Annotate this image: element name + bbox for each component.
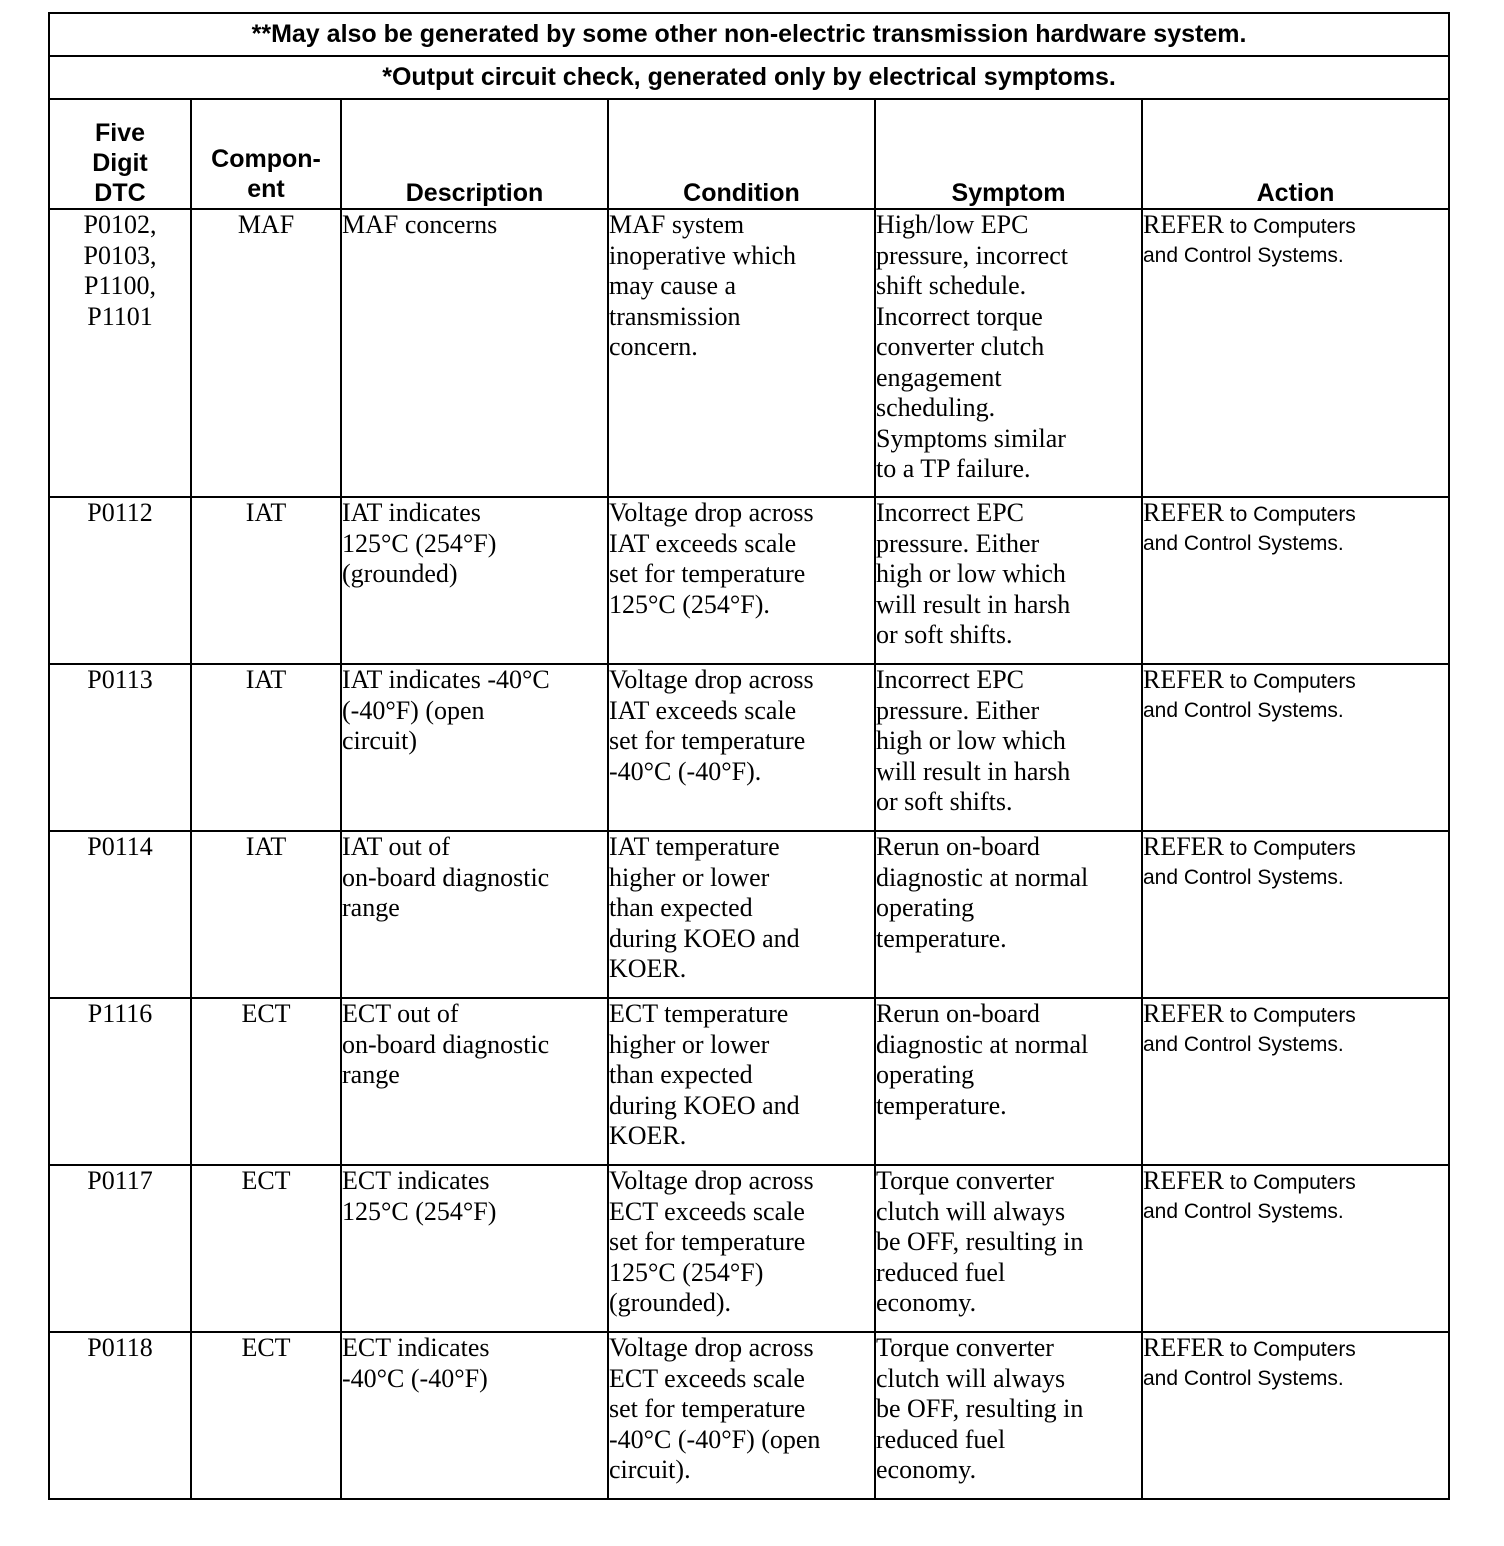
action-cell [1142, 1332, 1449, 1499]
symptom-cell-line: converter clutch [876, 332, 1045, 361]
action-target-line2: and Control Systems. [1143, 1367, 1344, 1390]
action-line [1143, 999, 1448, 1030]
action-target: to Computers [1223, 1338, 1356, 1361]
condition-cell-line: 125°C (254°F) [609, 1257, 764, 1287]
condition-cell-line: set for temperature [609, 559, 806, 588]
dtc-cell [49, 831, 191, 998]
description-cell-line: IAT indicates [342, 498, 481, 527]
condition-cell-line: ECT exceeds scale [609, 1196, 805, 1226]
symptom-cell-line: economy. [876, 1288, 977, 1317]
condition-cell-line: Voltage drop across [609, 1166, 814, 1195]
description-cell-line: 125°C (254°F) [342, 1196, 497, 1226]
action-target: to Computers [1223, 837, 1356, 860]
condition-cell [608, 831, 875, 998]
symptom-cell-line: reduced fuel [876, 1424, 1006, 1454]
symptom-cell-line: operating [876, 1060, 975, 1089]
symptom-cell-line: Incorrect EPC [876, 498, 1025, 527]
action-line [1143, 498, 1448, 529]
note-row-output [49, 56, 1449, 99]
action-cell [1142, 998, 1449, 1165]
description-cell-line: range [342, 893, 400, 922]
dtc-table-body [49, 209, 1449, 1499]
symptom-cell-line: Rerun on-board [876, 999, 1040, 1028]
action-refer: REFER [1143, 665, 1224, 694]
description-cell [341, 1165, 608, 1332]
dtc-cell [49, 497, 191, 664]
header-condition: Condition [608, 99, 875, 209]
component-cell-line: MAF [237, 210, 295, 239]
description-cell-line: ECT indicates [342, 1166, 490, 1195]
symptom-cell-line: clutch will always [876, 1363, 1066, 1393]
table-row [49, 831, 1449, 998]
dtc-cell [49, 998, 191, 1165]
action-target-line2: and Control Systems. [1143, 699, 1344, 722]
symptom-cell-line: High/low EPC [876, 210, 1029, 239]
symptom-cell [875, 1165, 1142, 1332]
symptom-cell [875, 831, 1142, 998]
dtc-table [48, 12, 1450, 1500]
condition-cell [608, 664, 875, 831]
condition-cell-line: concern. [609, 332, 698, 361]
dtc-cell-line: P1116 [87, 999, 153, 1028]
symptom-cell-line: pressure. Either [876, 528, 1040, 558]
symptom-cell-line: to a TP failure. [876, 454, 1031, 483]
condition-cell-line: ECT exceeds scale [609, 1363, 805, 1393]
condition-cell-line: IAT temperature [609, 832, 780, 861]
condition-cell-line: Voltage drop across [609, 498, 814, 527]
dtc-cell-line: P0114 [87, 832, 153, 861]
condition-cell [608, 209, 875, 497]
header-dtc-line: Digit [92, 149, 148, 177]
dtc-cell [49, 664, 191, 831]
condition-cell-line: -40°C (-40°F) (open [609, 1424, 821, 1454]
symptom-cell-line: high or low which [876, 726, 1066, 755]
header-dtc-line: Five [94, 119, 146, 147]
action-cell [1142, 831, 1449, 998]
description-cell [341, 664, 608, 831]
condition-cell-line: transmission [609, 301, 741, 331]
symptom-cell-line: economy. [876, 1455, 977, 1484]
dtc-cell-line: P0103, [83, 240, 157, 270]
header-dtc-line: DTC [94, 179, 146, 207]
dtc-cell-line: P0102, [83, 210, 157, 239]
component-cell [191, 1165, 341, 1332]
condition-cell-line: inoperative which [609, 240, 796, 270]
condition-cell-line: higher or lower [609, 862, 770, 892]
action-target-line2: and Control Systems. [1143, 532, 1344, 555]
action-refer: REFER [1143, 210, 1224, 239]
condition-cell [608, 1332, 875, 1499]
symptom-cell [875, 209, 1142, 497]
action-cell [1142, 209, 1449, 497]
condition-cell-line: Voltage drop across [609, 665, 814, 694]
symptom-cell-line: will result in harsh [876, 756, 1071, 786]
condition-cell-line: IAT exceeds scale [609, 528, 797, 558]
symptom-cell-line: pressure, incorrect [876, 240, 1069, 270]
symptom-cell-line: will result in harsh [876, 589, 1071, 619]
symptom-cell-line: high or low which [876, 559, 1066, 588]
description-cell-line: -40°C (-40°F) [342, 1363, 488, 1393]
condition-cell-line: set for temperature [609, 726, 806, 755]
action-target: to Computers [1223, 215, 1356, 238]
symptom-cell [875, 497, 1142, 664]
dtc-cell-line: P0112 [87, 498, 153, 527]
header-row [49, 99, 1449, 209]
dtc-cell [49, 209, 191, 497]
action-refer: REFER [1143, 832, 1224, 861]
symptom-cell-line: temperature. [876, 923, 1007, 953]
symptom-cell-line: clutch will always [876, 1196, 1066, 1226]
symptom-cell-line: pressure. Either [876, 695, 1040, 725]
description-cell-line: 125°C (254°F) [342, 528, 497, 558]
table-row [49, 664, 1449, 831]
table-row [49, 209, 1449, 497]
component-cell [191, 497, 341, 664]
component-cell-line: IAT [245, 665, 287, 694]
table-row [49, 497, 1449, 664]
symptom-cell-line: Incorrect EPC [876, 665, 1025, 694]
condition-cell-line: circuit). [609, 1455, 691, 1484]
action-refer: REFER [1143, 999, 1224, 1028]
symptom-cell-line: Symptoms similar [876, 423, 1066, 453]
symptom-cell [875, 998, 1142, 1165]
header-component-line: ent [247, 175, 285, 203]
symptom-cell-line: be OFF, resulting in [876, 1227, 1084, 1256]
condition-cell-line: -40°C (-40°F). [609, 756, 762, 786]
symptom-cell-line: Incorrect torque [876, 301, 1043, 331]
condition-cell [608, 497, 875, 664]
symptom-cell [875, 664, 1142, 831]
condition-cell-line: than expected [609, 1060, 753, 1089]
header-component [191, 99, 341, 209]
description-cell [341, 497, 608, 664]
description-cell-line: ECT out of [342, 999, 459, 1028]
condition-cell-line: may cause a [609, 271, 737, 300]
component-cell-line: ECT [241, 1333, 291, 1362]
symptom-cell-line: diagnostic at normal [876, 862, 1089, 892]
component-cell-line: ECT [241, 999, 291, 1028]
condition-cell-line: during KOEO and [609, 1090, 800, 1120]
symptom-cell-line: or soft shifts. [876, 787, 1013, 816]
action-target-line2: and Control Systems. [1143, 1033, 1344, 1056]
header-dtc [49, 99, 191, 209]
symptom-cell-line: scheduling. [876, 393, 996, 422]
action-refer: REFER [1143, 498, 1224, 527]
condition-cell-line: ECT temperature [609, 999, 789, 1028]
component-cell [191, 664, 341, 831]
symptom-cell-line: shift schedule. [876, 271, 1027, 300]
component-cell-line: ECT [241, 1166, 291, 1195]
note-hardware: **May also be generated by some other non-electric transmission hardware system. [49, 13, 1449, 56]
condition-cell-line: higher or lower [609, 1029, 770, 1059]
condition-cell-line: set for temperature [609, 1227, 806, 1256]
condition-cell [608, 1165, 875, 1332]
description-cell-line: range [342, 1060, 400, 1089]
description-cell-line: IAT out of [342, 832, 450, 861]
description-cell-line: on-board diagnostic [342, 1029, 550, 1059]
condition-cell-line: than expected [609, 893, 753, 922]
table-row [49, 1165, 1449, 1332]
description-cell-line: on-board diagnostic [342, 862, 550, 892]
action-refer: REFER [1143, 1166, 1224, 1195]
condition-cell-line: IAT exceeds scale [609, 695, 797, 725]
dtc-cell [49, 1332, 191, 1499]
header-symptom: Symptom [875, 99, 1142, 209]
component-cell [191, 209, 341, 497]
condition-cell-line: set for temperature [609, 1394, 806, 1423]
component-cell [191, 831, 341, 998]
action-line [1143, 210, 1448, 241]
action-refer: REFER [1143, 1333, 1224, 1362]
description-cell-line: (grounded) [342, 559, 458, 588]
note-output-circuit: *Output circuit check, generated only by electrical symptoms. [49, 56, 1449, 99]
dtc-cell-line: P0117 [87, 1166, 153, 1195]
action-line [1143, 665, 1448, 696]
symptom-cell-line: Torque converter [876, 1333, 1054, 1362]
description-cell [341, 1332, 608, 1499]
component-cell-line: IAT [245, 498, 287, 527]
symptom-cell-line: Torque converter [876, 1166, 1054, 1195]
symptom-cell-line: diagnostic at normal [876, 1029, 1089, 1059]
table-row [49, 998, 1449, 1165]
description-cell-line: MAF concerns [342, 210, 498, 239]
component-cell-line: IAT [245, 832, 287, 861]
header-component-line: Compon- [211, 145, 321, 173]
action-line [1143, 1166, 1448, 1197]
dtc-cell [49, 1165, 191, 1332]
dtc-cell-line: P1100, [84, 271, 156, 300]
action-cell [1142, 664, 1449, 831]
action-target: to Computers [1223, 1171, 1356, 1194]
condition-cell-line: KOER. [609, 1121, 687, 1150]
condition-cell-line: (grounded). [609, 1288, 732, 1317]
note-row-hardware [49, 13, 1449, 56]
condition-cell-line: MAF system [609, 210, 745, 239]
component-cell [191, 1332, 341, 1499]
symptom-cell-line: Rerun on-board [876, 832, 1040, 861]
table-row [49, 1332, 1449, 1499]
description-cell [341, 998, 608, 1165]
description-cell-line: circuit) [342, 726, 418, 755]
symptom-cell-line: engagement [876, 362, 1002, 392]
symptom-cell-line: reduced fuel [876, 1257, 1006, 1287]
dtc-cell-line: P1101 [87, 301, 153, 331]
action-cell [1142, 1165, 1449, 1332]
action-line [1143, 832, 1448, 863]
dtc-cell-line: P0118 [87, 1333, 153, 1362]
action-target: to Computers [1223, 503, 1356, 526]
action-target: to Computers [1223, 1004, 1356, 1027]
description-cell-line: ECT indicates [342, 1333, 490, 1362]
action-target-line2: and Control Systems. [1143, 866, 1344, 889]
action-target-line2: and Control Systems. [1143, 244, 1344, 267]
action-target: to Computers [1223, 670, 1356, 693]
action-cell [1142, 497, 1449, 664]
condition-cell-line: during KOEO and [609, 923, 800, 953]
symptom-cell [875, 1332, 1142, 1499]
header-description: Description [341, 99, 608, 209]
dtc-cell-line: P0113 [87, 665, 153, 694]
description-cell-line: IAT indicates -40°C [342, 665, 550, 694]
description-cell [341, 831, 608, 998]
header-action: Action [1142, 99, 1449, 209]
action-line [1143, 1333, 1448, 1364]
action-target-line2: and Control Systems. [1143, 1200, 1344, 1223]
component-cell [191, 998, 341, 1165]
condition-cell-line: 125°C (254°F). [609, 589, 770, 619]
condition-cell-line: KOER. [609, 954, 687, 983]
symptom-cell-line: temperature. [876, 1090, 1007, 1120]
condition-cell-line: Voltage drop across [609, 1333, 814, 1362]
description-cell [341, 209, 608, 497]
description-cell-line: (-40°F) (open [342, 695, 485, 725]
symptom-cell-line: or soft shifts. [876, 620, 1013, 649]
symptom-cell-line: operating [876, 893, 975, 922]
condition-cell [608, 998, 875, 1165]
symptom-cell-line: be OFF, resulting in [876, 1394, 1084, 1423]
